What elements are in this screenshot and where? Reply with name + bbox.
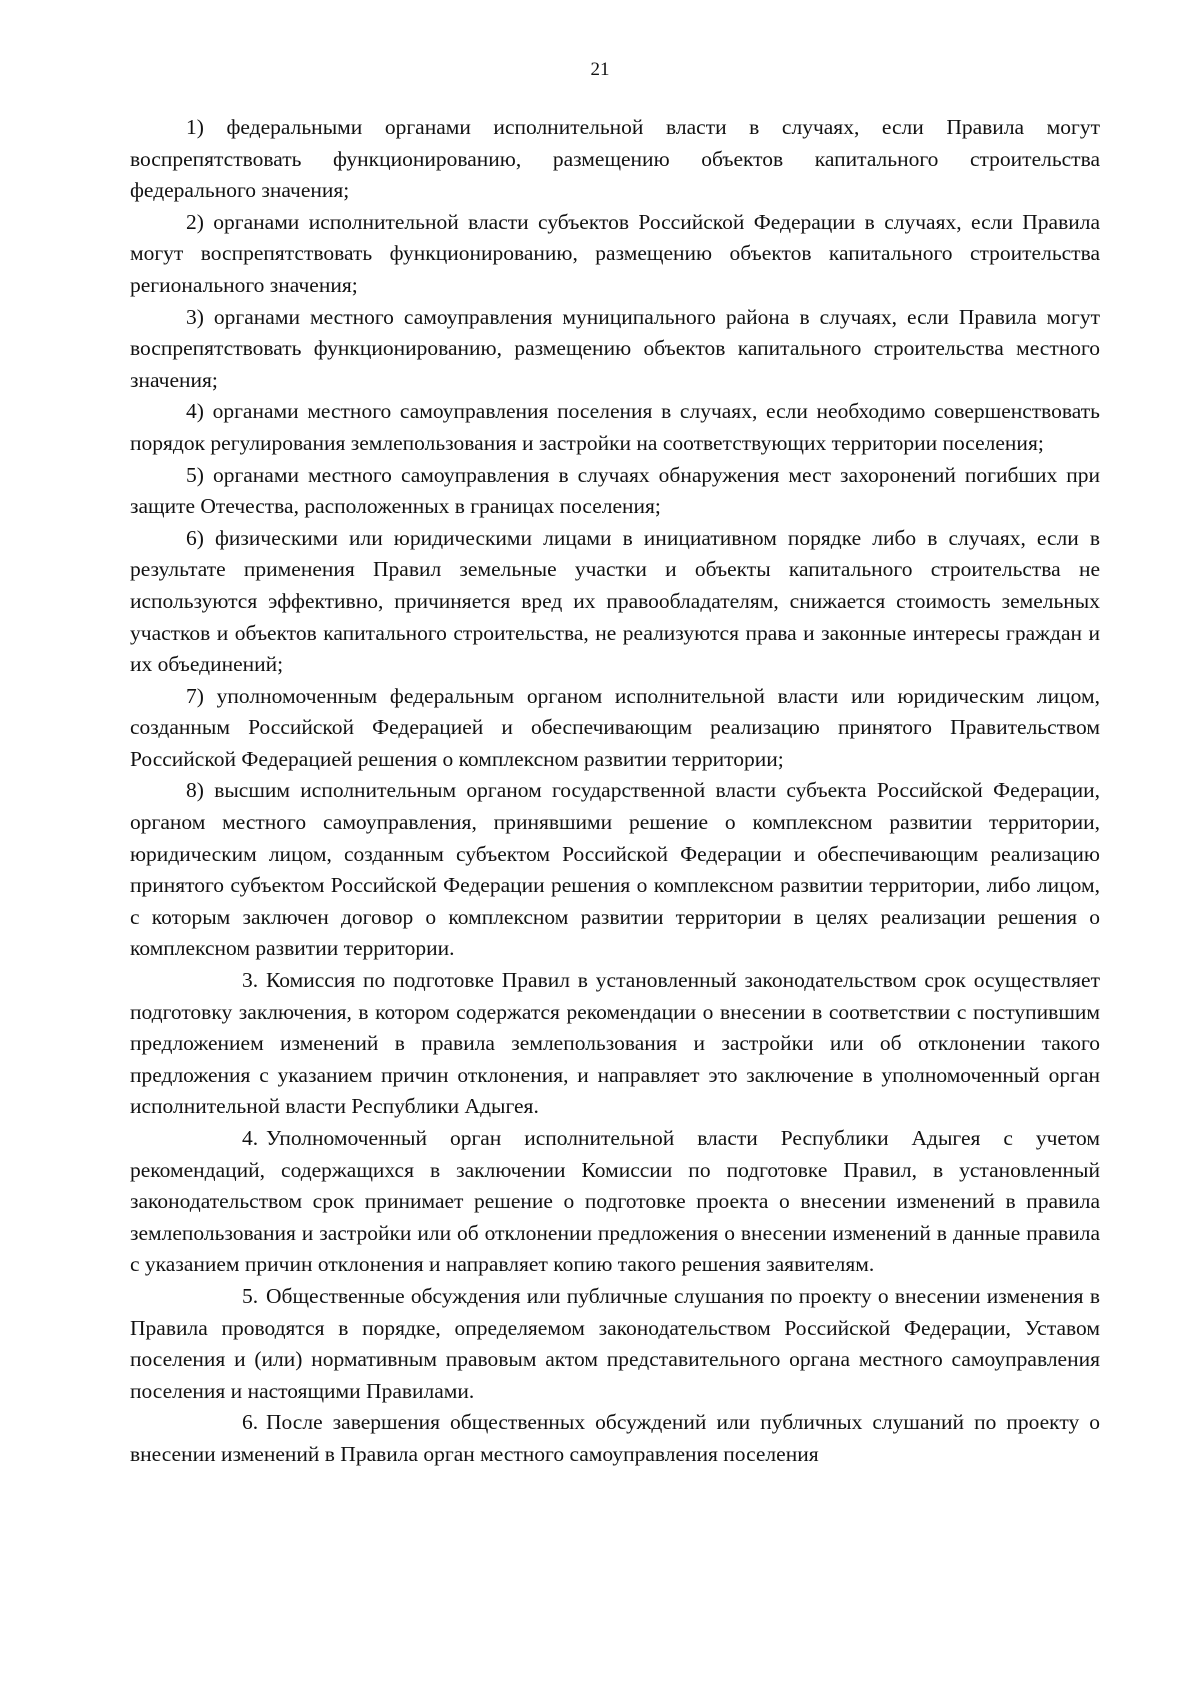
paragraph-text: После завершения общественных обсуждений или публичных слушаний по проекту о внесении изменений в Правила орган местного самоуправления поселения [130,1410,1100,1466]
numbered-paragraph [130,965,1100,1123]
page-number: 21 [590,59,610,80]
list-item: 1) федеральными органами исполнительной власти в случаях, если Правила могут воспрепятствовать функционированию, размещению объектов капитального строительства федерального значения; [130,115,1100,203]
paragraph-text: Уполномоченный орган исполнительной власти Республики Адыгея с учетом рекомендаций, содержащихся в заключении Комиссии по подготовке Правил, в установленный законодательством срок принимает решение о подготовке проекта о внесении изменений в правила землепользования и застройки или об отклонении предложения о внесении изменений в данные правила с указанием причин отклонения и направляет копию такого решения заявителям. [130,1126,1100,1277]
list-item: 6) физическими или юридическими лицами в инициативном порядке либо в случаях, если в результате применения Правил земельные участки и объекты капитального строительства не используются эффективно, причиняется вред их правообладателям, снижается стоимость земельных участков и объектов капитального строительства, не реализуются права и законные интересы граждан и их объединений; [130,525,1100,677]
list-item: 3) органами местного самоуправления муниципального района в случаях, если Правила могут воспрепятствовать функционированию, размещению объектов капитального строительства местного значения; [130,304,1100,392]
paragraph-number: 5. [242,1283,259,1308]
list-item: 2) органами исполнительной власти субъектов Российской Федерации в случаях, если Правила могут воспрепятствовать функционированию, размещению объектов капитального строительства регионального значения; [130,209,1100,297]
document-body [130,112,1100,1471]
paragraph-number: 4. [242,1126,259,1150]
list-item: 7) уполномоченным федеральным органом исполнительной власти или юридическим лицом, созданным Российской Федерацией и обеспечивающим реализацию принятого Правительством Российской Федерацией решения о комплексном развитии территории; [130,683,1100,771]
numbered-paragraph [130,1123,1100,1281]
list-item: 5) органами местного самоуправления в случаях обнаружения мест захоронений погибших при защите Отечества, расположенных в границах поселения; [130,462,1100,519]
paragraph-number: 6. [242,1410,259,1435]
numbered-paragraph [130,1407,1100,1470]
paragraph-text: Общественные обсуждения или публичные слушания по проекту о внесении изменения в Правила проводятся в порядке, определяемом законодательством Российской Федерации, Уставом поселения и (или) нормативным правовым актом представительного органа местного самоуправления поселения и настоящими Правилами. [130,1283,1100,1403]
list-item: 8) высшим исполнительным органом государственной власти субъекта Российской Федерации, органом местного самоуправления, принявшими решение о комплексном развитии территории, юридическим лицом, созданным субъектом Российской Федерации и обеспечивающим реализацию принятого субъектом Российской Федерации решения о комплексном развитии территории, либо лицом, с которым заключен договор о комплексном развитии территории в целях реализации решения о комплексном развитии территории. [130,778,1100,961]
paragraph-number: 3. [242,968,259,993]
numbered-paragraph [130,1281,1100,1407]
paragraph-text: Комиссия по подготовке Правил в установленный законодательством срок осуществляет подготовку заключения, в котором содержатся рекомендации о внесении в соответствии с поступившим предложением изменений в правила землепользования и застройки или об отклонении такого предложения с указанием причин отклонения, и направляет это заключение в уполномоченный орган исполнительной власти Республики Адыгея. [130,968,1100,1119]
list-item: 4) органами местного самоуправления поселения в случаях, если необходимо совершенствовать порядок регулирования землепользования и застройки на соответствующих территории поселения; [130,399,1100,455]
